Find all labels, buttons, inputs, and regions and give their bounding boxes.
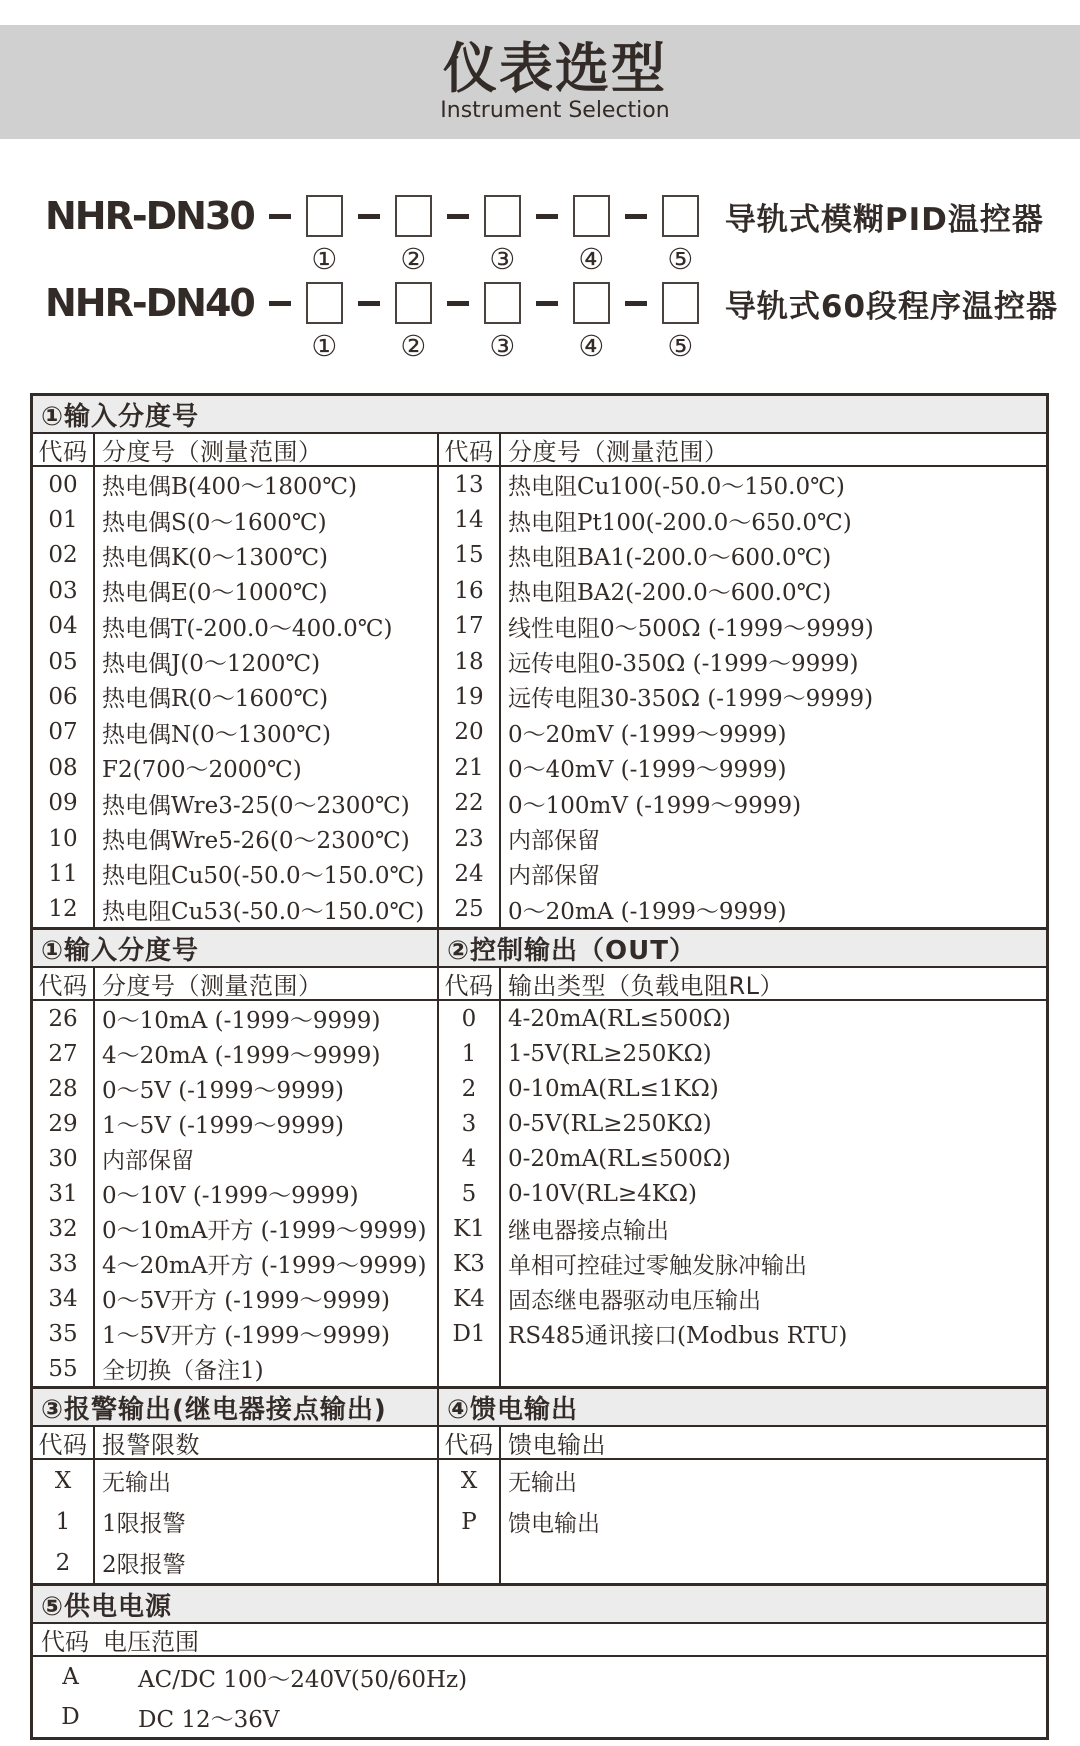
- header-code: 代码: [38, 438, 88, 466]
- header-code: 代码: [444, 972, 494, 1000]
- dash-separator: [447, 301, 469, 306]
- row-desc: 1-5V(RL≥250KΩ): [508, 1040, 712, 1067]
- table-row: [439, 1036, 1046, 1071]
- row-desc: 0～20mV (-1999～9999): [508, 721, 787, 748]
- code-box: [306, 282, 343, 363]
- row-desc: 热电阻Cu100(-50.0～150.0℃): [508, 474, 845, 501]
- table-row: [33, 1657, 1046, 1697]
- column-header: [439, 434, 1046, 467]
- section-power-supply: [33, 1583, 1046, 1737]
- row-code: 05: [48, 648, 78, 675]
- table-row: [439, 538, 1046, 573]
- row-desc: 0～20mA (-1999～9999): [508, 898, 787, 925]
- header-code: 代码: [38, 1431, 88, 1459]
- row-desc: 热电阻Cu53(-50.0～150.0℃): [102, 898, 425, 925]
- section-title-left: ①输入分度号: [33, 930, 439, 966]
- section-title: [33, 1389, 1046, 1427]
- table-row: [439, 467, 1046, 502]
- code-box: [573, 282, 610, 363]
- row-code: 34: [48, 1285, 78, 1312]
- table-row: [33, 1697, 1046, 1737]
- table-row: [439, 679, 1046, 714]
- row-code: K4: [453, 1285, 485, 1312]
- row-code: 08: [48, 754, 78, 781]
- header-desc: 分度号（测量范围）: [508, 438, 729, 466]
- dash-separator: [536, 214, 558, 219]
- code-box: [395, 282, 432, 363]
- model-description: 导轨式60段程序温控器: [724, 288, 1059, 325]
- row-code: 35: [48, 1320, 78, 1347]
- section4-table: [437, 1427, 1046, 1583]
- position-number: ⑤: [667, 242, 694, 276]
- table-rows: [439, 467, 1046, 927]
- row-desc: 1～5V开方 (-1999～9999): [102, 1323, 390, 1349]
- model-row-nhr-dn40: [45, 279, 1060, 363]
- row-desc: 内部保留: [102, 1148, 194, 1174]
- row-desc: 4-20mA(RL≤500Ω): [508, 1005, 731, 1032]
- row-desc: 热电偶Wre3-25(0～2300℃): [102, 792, 410, 819]
- table-row: [439, 1106, 1046, 1141]
- row-desc: 0-5V(RL≥250KΩ): [508, 1110, 712, 1137]
- row-desc: 0～10V (-1999～9999): [102, 1183, 359, 1209]
- table-row: [439, 715, 1046, 750]
- row-code: 24: [454, 860, 484, 887]
- row-code: 16: [454, 577, 484, 604]
- row-desc: 4～20mA开方 (-1999～9999): [102, 1253, 427, 1279]
- row-desc: 馈电输出: [508, 1511, 600, 1537]
- header-desc: 输出类型（负载电阻RL）: [508, 972, 785, 1000]
- section-title-right: ②控制输出（OUT）: [447, 935, 696, 966]
- row-code: 23: [454, 825, 484, 852]
- header-desc: 电压范围: [103, 1628, 199, 1656]
- row-desc: 热电阻Pt100(-200.0～650.0℃): [508, 509, 852, 536]
- position-number: ④: [578, 242, 605, 276]
- table-rows: [33, 1657, 1046, 1737]
- row-code: 19: [454, 683, 484, 710]
- row-desc: 热电偶Wre5-26(0～2300℃): [102, 828, 410, 855]
- row-desc: 1限报警: [102, 1511, 186, 1537]
- section2-left-table: [33, 968, 437, 1386]
- row-desc: 2限报警: [102, 1552, 186, 1578]
- selection-table: [30, 393, 1049, 1740]
- position-number: ①: [311, 242, 338, 276]
- table-row: [439, 1246, 1046, 1281]
- table-row: [439, 1001, 1046, 1036]
- row-code: D: [61, 1704, 80, 1730]
- header-desc: 分度号（测量范围）: [102, 972, 323, 1000]
- row-desc: 热电阻BA2(-200.0～600.0℃): [508, 580, 832, 607]
- table-row: [439, 1281, 1046, 1316]
- table-row: [439, 1460, 1046, 1501]
- table-row: [439, 1501, 1046, 1542]
- row-code: 27: [48, 1040, 78, 1067]
- row-code: 32: [48, 1215, 78, 1242]
- code-box: [573, 195, 610, 276]
- row-desc: 内部保留: [508, 828, 600, 855]
- row-code: 00: [48, 471, 78, 498]
- table-rows: [439, 1001, 1046, 1386]
- row-desc: 远传电阻30-350Ω (-1999～9999): [508, 686, 874, 713]
- section3-table: [33, 1427, 437, 1583]
- code-box: [306, 195, 343, 276]
- row-code: 15: [454, 542, 484, 569]
- table-row: [439, 1316, 1046, 1351]
- table-row: [439, 892, 1046, 927]
- row-code: D1: [452, 1320, 486, 1347]
- row-code: 17: [454, 613, 484, 640]
- header-code: 代码: [444, 438, 494, 466]
- row-code: 20: [454, 719, 484, 746]
- code-box: [662, 282, 699, 363]
- section-alarm-and-feed-output: [33, 1386, 1046, 1583]
- row-code: 3: [461, 1110, 477, 1137]
- model-name: NHR-DN30: [45, 194, 254, 238]
- row-desc: 0～5V (-1999～9999): [102, 1078, 344, 1104]
- row-desc: 单相可控硅过零触发脉冲输出: [508, 1253, 807, 1279]
- dash-separator: [625, 214, 647, 219]
- dash-separator: [358, 301, 380, 306]
- column-divider: [93, 434, 95, 927]
- row-desc: 无输出: [102, 1470, 171, 1496]
- row-code: 29: [48, 1110, 78, 1137]
- row-code: 4: [461, 1145, 477, 1172]
- row-code: 03: [48, 577, 78, 604]
- code-box: [395, 195, 432, 276]
- column-header: [439, 968, 1046, 1001]
- row-code: 1: [461, 1040, 477, 1067]
- row-code: A: [62, 1664, 79, 1690]
- code-box: [662, 195, 699, 276]
- row-desc: 全切换（备注1): [102, 1358, 264, 1384]
- row-code: 04: [48, 613, 78, 640]
- row-code: 25: [454, 896, 484, 923]
- row-code: 31: [48, 1180, 78, 1207]
- row-code: 10: [48, 825, 78, 852]
- row-desc: 热电偶J(0～1200℃): [102, 651, 321, 678]
- table-row: [439, 609, 1046, 644]
- row-code: 5: [461, 1180, 477, 1207]
- row-code: 02: [48, 542, 78, 569]
- row-desc: 0～10mA开方 (-1999～9999): [102, 1218, 427, 1244]
- row-desc: 热电偶T(-200.0～400.0℃): [102, 615, 393, 642]
- row-desc: 线性电阻0～500Ω (-1999～9999): [508, 615, 874, 642]
- row-code: 26: [48, 1005, 78, 1032]
- table-row: [439, 1071, 1046, 1106]
- row-code: K1: [453, 1215, 485, 1242]
- section-title: [33, 930, 1046, 968]
- table-row: [439, 1176, 1046, 1211]
- column-divider: [93, 968, 95, 1386]
- position-number: ①: [311, 329, 338, 363]
- table-row: [439, 573, 1046, 608]
- header-code: 代码: [41, 1628, 89, 1656]
- position-number: ②: [400, 329, 427, 363]
- row-desc: 热电偶B(400～1800℃): [102, 474, 358, 501]
- section-title: ①输入分度号: [33, 396, 1046, 434]
- code-boxes: [254, 282, 699, 363]
- section-title-left: ③报警输出(继电器接点输出): [33, 1389, 439, 1425]
- table-row: [439, 1141, 1046, 1176]
- row-desc: 热电阻Cu50(-50.0～150.0℃): [102, 863, 425, 890]
- header-code: 代码: [38, 972, 88, 1000]
- page-subtitle: Instrument Selection: [440, 97, 670, 123]
- model-description: 导轨式模糊PID温控器: [724, 201, 1044, 238]
- dash-separator: [269, 214, 291, 219]
- row-code: 28: [48, 1075, 78, 1102]
- code-box: [484, 282, 521, 363]
- row-code: 12: [48, 896, 78, 923]
- column-header: [33, 1624, 1046, 1657]
- section-input-codes-2-and-control-output: [33, 927, 1046, 1386]
- model-name: NHR-DN40: [45, 281, 254, 325]
- position-number: ③: [489, 242, 516, 276]
- row-desc: 0～40mV (-1999～9999): [508, 757, 787, 784]
- row-desc: 0-10mA(RL≤1KΩ): [508, 1075, 719, 1102]
- row-desc: 1～5V (-1999～9999): [102, 1113, 344, 1139]
- row-desc: 4～20mA (-1999～9999): [102, 1043, 381, 1069]
- row-desc: 热电偶E(0～1000℃): [102, 580, 328, 607]
- row-code: K3: [453, 1250, 485, 1277]
- page-header: [0, 25, 1080, 139]
- dash-separator: [625, 301, 647, 306]
- row-code: 21: [454, 754, 484, 781]
- row-desc: 热电偶N(0～1300℃): [102, 721, 331, 748]
- row-desc: AC/DC 100～240V(50/60Hz): [138, 1666, 468, 1693]
- code-box: [484, 195, 521, 276]
- section-title-right: ④馈电输出: [447, 1394, 579, 1425]
- row-desc: 无输出: [508, 1470, 577, 1496]
- row-desc: 热电偶R(0～1600℃): [102, 686, 329, 713]
- row-desc: 远传电阻0-350Ω (-1999～9999): [508, 651, 859, 678]
- row-desc: 0-20mA(RL≤500Ω): [508, 1145, 731, 1172]
- row-code: 13: [454, 471, 484, 498]
- table-row: [439, 821, 1046, 856]
- column-divider: [93, 1427, 95, 1583]
- position-number: ②: [400, 242, 427, 276]
- header-desc: 分度号（测量范围）: [102, 438, 323, 466]
- row-code: 33: [48, 1250, 78, 1277]
- row-desc: 0～10mA (-1999～9999): [102, 1008, 381, 1034]
- table-row: [439, 644, 1046, 679]
- section2-right-table: [437, 968, 1046, 1386]
- header-desc: 报警限数: [102, 1431, 200, 1459]
- row-code: 0: [461, 1005, 477, 1032]
- row-desc: 热电偶K(0～1300℃): [102, 544, 329, 571]
- row-code: 09: [48, 790, 78, 817]
- row-code: X: [460, 1467, 478, 1494]
- column-header: [439, 1427, 1046, 1460]
- row-code: 06: [48, 683, 78, 710]
- table-row: [439, 750, 1046, 785]
- column-divider: [499, 968, 501, 1386]
- row-desc: 0～5V开方 (-1999～9999): [102, 1288, 390, 1314]
- dash-separator: [269, 301, 291, 306]
- column-divider: [499, 1427, 501, 1583]
- code-boxes: [254, 195, 699, 276]
- dash-separator: [358, 214, 380, 219]
- model-row-nhr-dn30: [45, 192, 1060, 276]
- row-desc: 热电阻BA1(-200.0～600.0℃): [508, 544, 832, 571]
- position-number: ④: [578, 329, 605, 363]
- row-code: 22: [454, 790, 484, 817]
- dash-separator: [536, 301, 558, 306]
- header-code: 代码: [444, 1431, 494, 1459]
- row-code: 18: [454, 648, 484, 675]
- table-rows: [439, 1460, 1046, 1583]
- section1-right-table: [437, 434, 1046, 927]
- row-desc: F2(700～2000℃): [102, 757, 302, 784]
- dash-separator: [447, 214, 469, 219]
- row-desc: DC 12～36V: [138, 1706, 280, 1733]
- position-number: ⑤: [667, 329, 694, 363]
- row-desc: 0～100mV (-1999～9999): [508, 792, 802, 819]
- row-desc: RS485通讯接口(Modbus RTU): [508, 1323, 848, 1349]
- row-code: 07: [48, 719, 78, 746]
- row-code: 14: [454, 507, 484, 534]
- row-code: 01: [48, 507, 78, 534]
- position-number: ③: [489, 329, 516, 363]
- row-code: 2: [55, 1549, 71, 1576]
- column-divider: [499, 434, 501, 927]
- row-code: 30: [48, 1145, 78, 1172]
- row-code: 55: [48, 1355, 78, 1382]
- row-desc: 热电偶S(0～1600℃): [102, 509, 327, 536]
- row-code: X: [54, 1467, 72, 1494]
- section-input-codes-1: [33, 396, 1046, 927]
- section1-left-table: [33, 434, 437, 927]
- table-row: [439, 502, 1046, 537]
- row-code: 2: [461, 1075, 477, 1102]
- row-code: 1: [55, 1508, 71, 1535]
- row-desc: 继电器接点输出: [508, 1218, 669, 1244]
- table-row: [439, 856, 1046, 891]
- row-desc: 0-10V(RL≥4KΩ): [508, 1180, 697, 1207]
- table-row: [439, 785, 1046, 820]
- row-code: 11: [48, 860, 78, 887]
- table-row: [439, 1211, 1046, 1246]
- section-title: ⑤供电电源: [33, 1586, 1046, 1624]
- page-title: 仪表选型: [443, 37, 667, 101]
- row-code: P: [461, 1508, 477, 1535]
- row-desc: 内部保留: [508, 863, 600, 890]
- row-desc: 固态继电器驱动电压输出: [508, 1288, 761, 1314]
- header-desc: 馈电输出: [508, 1431, 606, 1459]
